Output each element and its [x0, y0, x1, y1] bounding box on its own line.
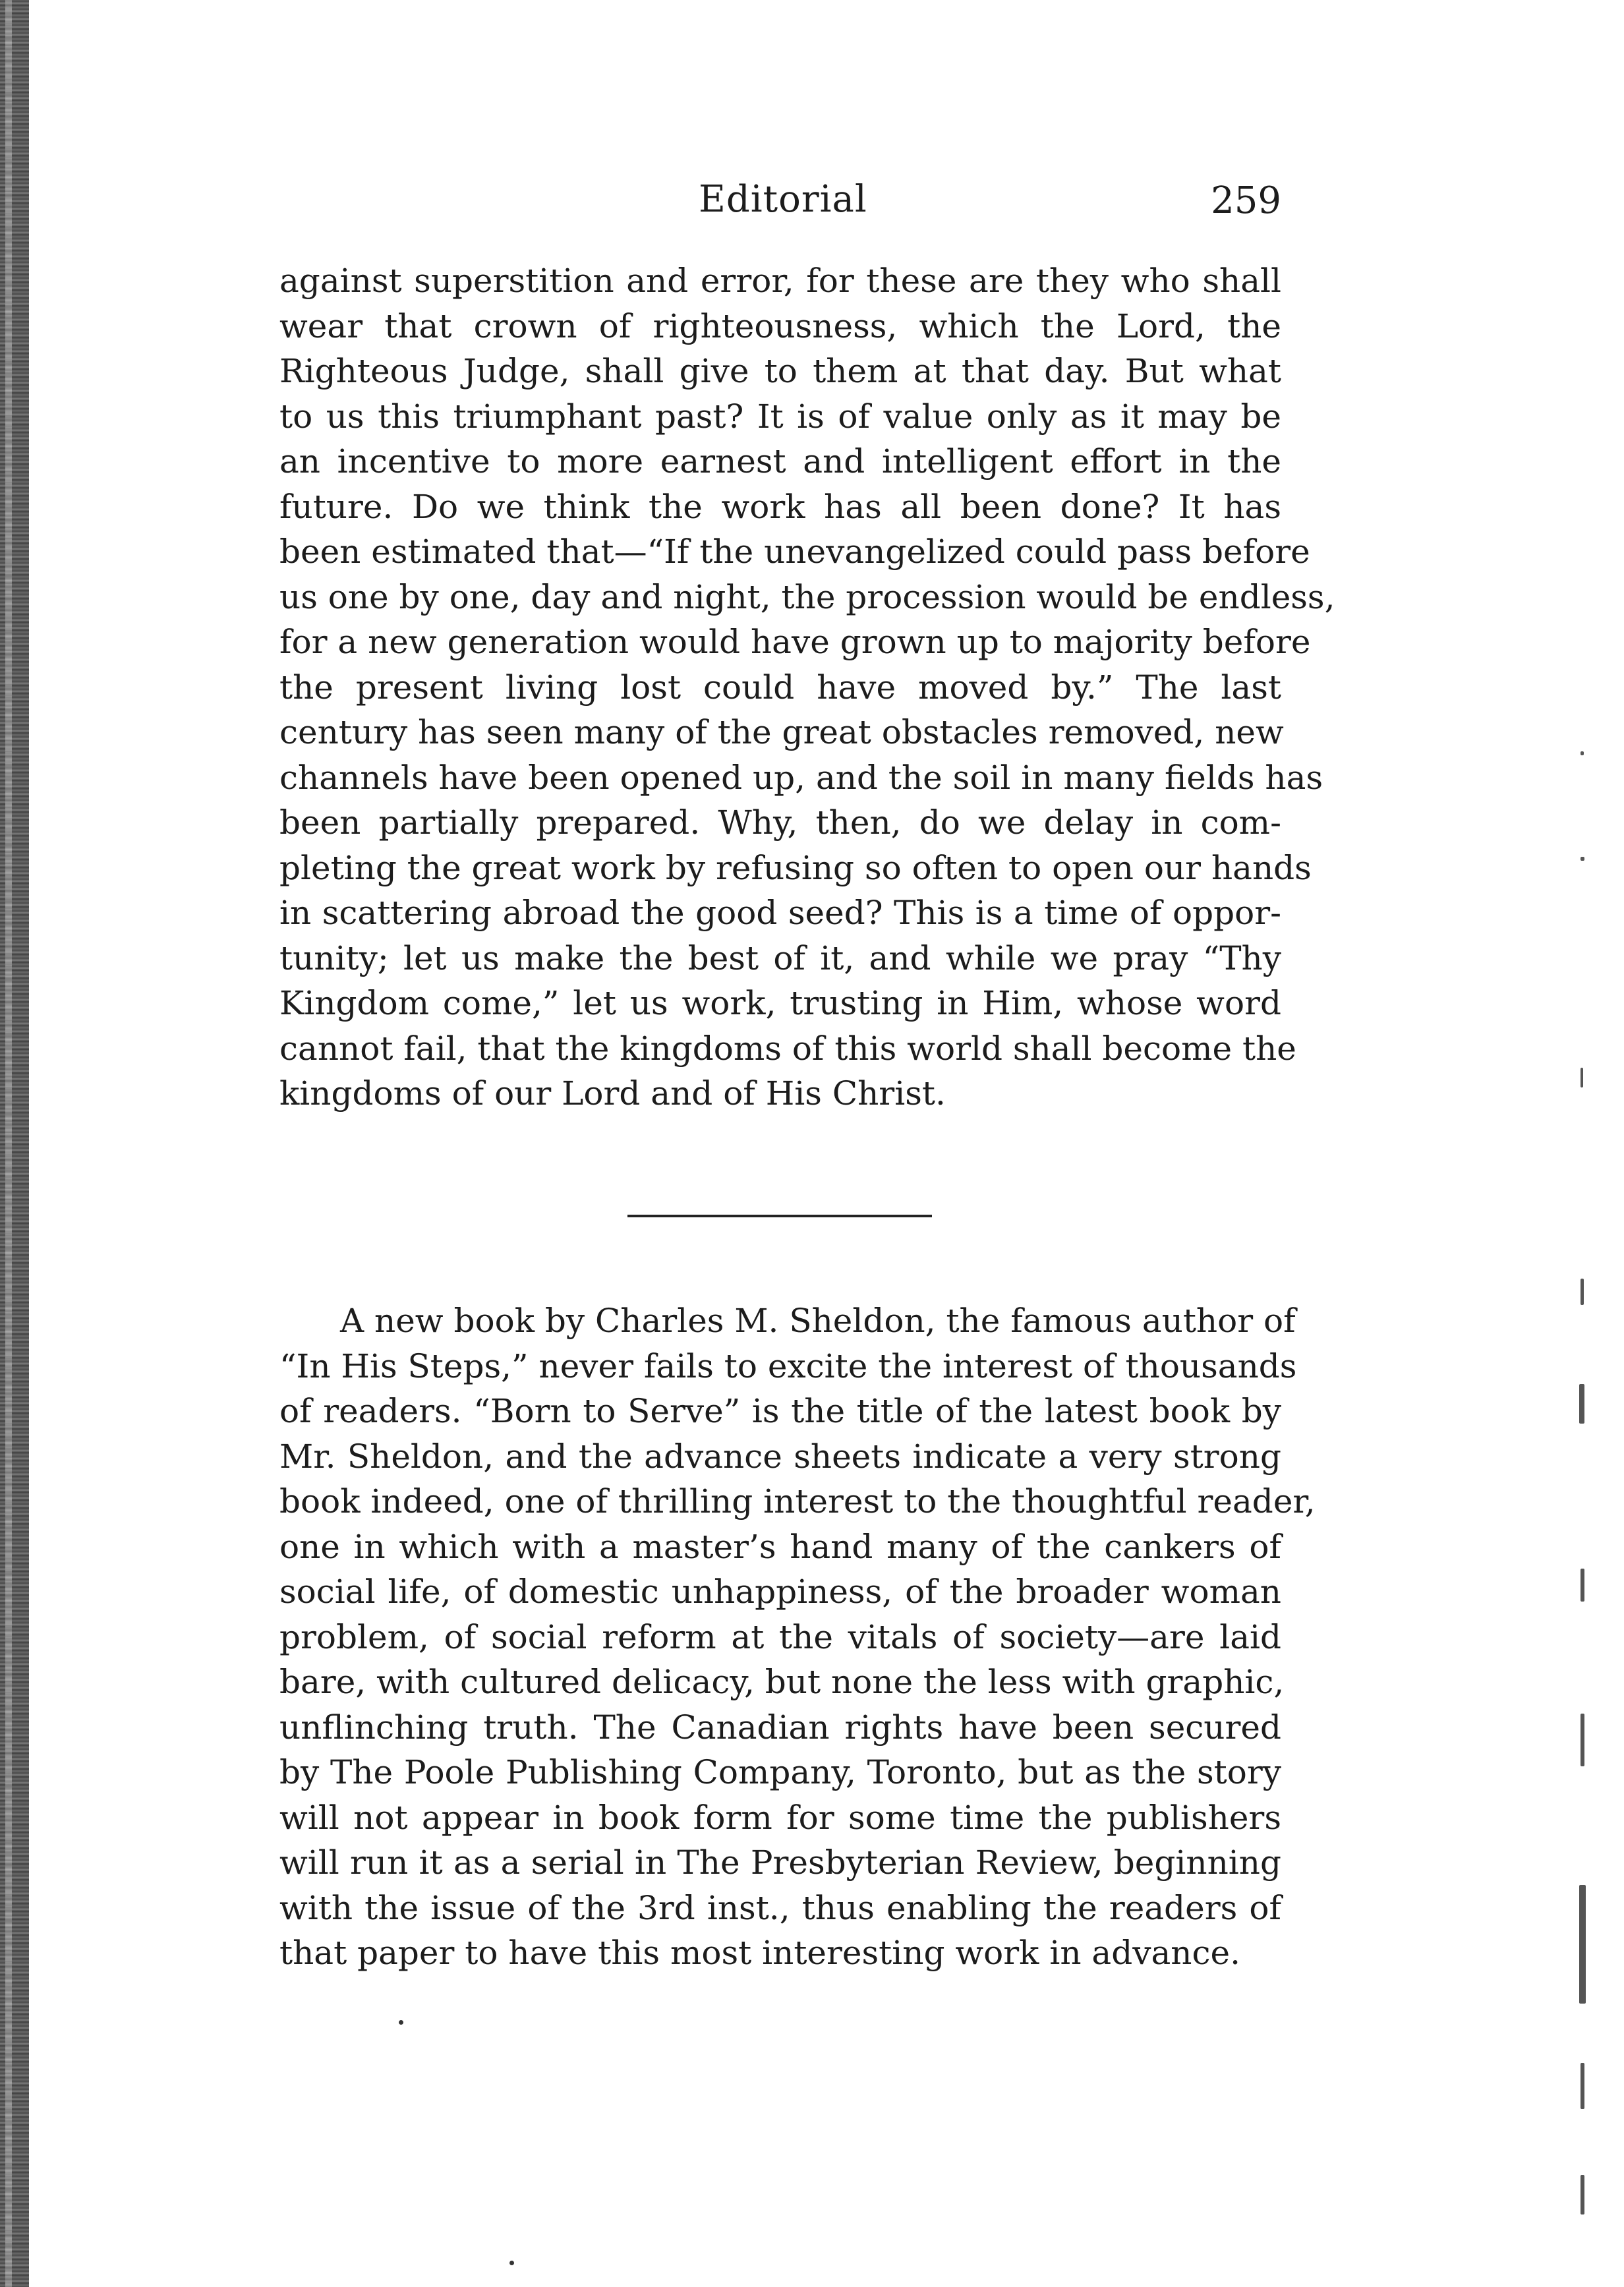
scan-speck — [1579, 1384, 1584, 1424]
stray-mark — [399, 2020, 403, 2025]
text-line: us one by one, day and night, the procession would be endless, — [279, 577, 1335, 616]
text-line: book indeed, one of thrilling interest to the thoughtful reader, — [279, 1482, 1316, 1520]
stray-mark — [509, 2261, 514, 2265]
scan-speck — [1580, 1714, 1584, 1766]
text-line: will not appear in book form for some time the publishers — [279, 1798, 1281, 1837]
scan-speck — [1580, 857, 1584, 861]
text-line: that paper to have this most interesting work in advance. — [279, 1934, 1240, 1972]
text-line: kingdoms of our Lord and of His Christ. — [279, 1074, 946, 1113]
scan-speck — [1579, 1885, 1586, 2004]
scan-speck — [1580, 1279, 1584, 1305]
running-title: Editorial — [699, 178, 867, 221]
text-line: bare, with cultured delicacy, but none the less with graphic, — [279, 1663, 1285, 1701]
text-line: pleting the great work by refusing so often to open our hands — [279, 848, 1312, 887]
text-line: to us this triumphant past? It is of value only as it may be — [279, 397, 1281, 436]
text-line: for a new generation would have grown up to majority before — [279, 623, 1311, 661]
text-line: Mr. Sheldon, and the advance sheets indicate a very strong — [279, 1437, 1281, 1476]
scan-speck — [1580, 751, 1584, 755]
text-line: against superstition and error, for these are they who shall — [279, 262, 1281, 300]
text-line: an incentive to more earnest and intelligent effort in the — [279, 442, 1281, 480]
text-line: future. Do we think the work has all been done? It has — [279, 487, 1281, 526]
page-header — [279, 177, 1281, 229]
scan-speck — [1580, 2063, 1584, 2109]
scan-speck — [1580, 2175, 1584, 2215]
editorial-paragraph — [279, 258, 1335, 1116]
text-line: problem, of social reform at the vitals of society—are laid — [279, 1617, 1281, 1656]
scan-speck — [1580, 1569, 1584, 1602]
text-line: century has seen many of the great obstacles removed, new — [279, 713, 1284, 751]
page-number: 259 — [1211, 179, 1281, 222]
text-line: cannot fail, that the kingdoms of this world shall become the — [279, 1029, 1296, 1068]
text-line: A new book by Charles M. Sheldon, the famous author of — [340, 1302, 1296, 1340]
text-line: tunity; let us make the best of it, and while we pray “Thy — [279, 939, 1281, 977]
text-line: the present living lost could have moved by.” The last — [279, 668, 1281, 707]
book-notice-paragraph — [279, 1298, 1316, 1976]
text-line: channels have been opened up, and the soil in many fields has — [279, 758, 1323, 797]
scanned-binding-edge — [0, 0, 29, 2287]
section-divider-rule — [627, 1215, 932, 1217]
text-line: of readers. “Born to Serve” is the title of the latest book by — [279, 1392, 1281, 1430]
text-line: will run it as a serial in The Presbyterian Review, beginning — [279, 1843, 1281, 1882]
scan-speck — [1580, 1068, 1583, 1087]
text-line: social life, of domestic unhappiness, of the broader woman — [279, 1573, 1281, 1611]
text-line: with the issue of the 3rd inst., thus enabling the readers of — [279, 1888, 1281, 1927]
text-line: Kingdom come,” let us work, trusting in Him, whose word — [279, 984, 1281, 1022]
text-line: Righteous Judge, shall give to them at that day. But what — [279, 352, 1281, 390]
text-line: one in which with a master’s hand many of the cankers of — [279, 1527, 1281, 1566]
text-line: in scattering abroad the good seed? This is a time of oppor- — [279, 894, 1281, 932]
text-line: by The Poole Publishing Company, Toronto, but as the story — [279, 1753, 1281, 1791]
text-line: “In His Steps,” never fails to excite the interest of thousands — [279, 1346, 1297, 1385]
text-line: been estimated that—“If the unevangelized could pass before — [279, 533, 1310, 571]
text-line: been partially prepared. Why, then, do we delay in com- — [279, 803, 1281, 842]
text-line: unflinching truth. The Canadian rights have been secured — [279, 1708, 1281, 1747]
text-line: wear that crown of righteousness, which the Lord, the — [279, 306, 1281, 345]
